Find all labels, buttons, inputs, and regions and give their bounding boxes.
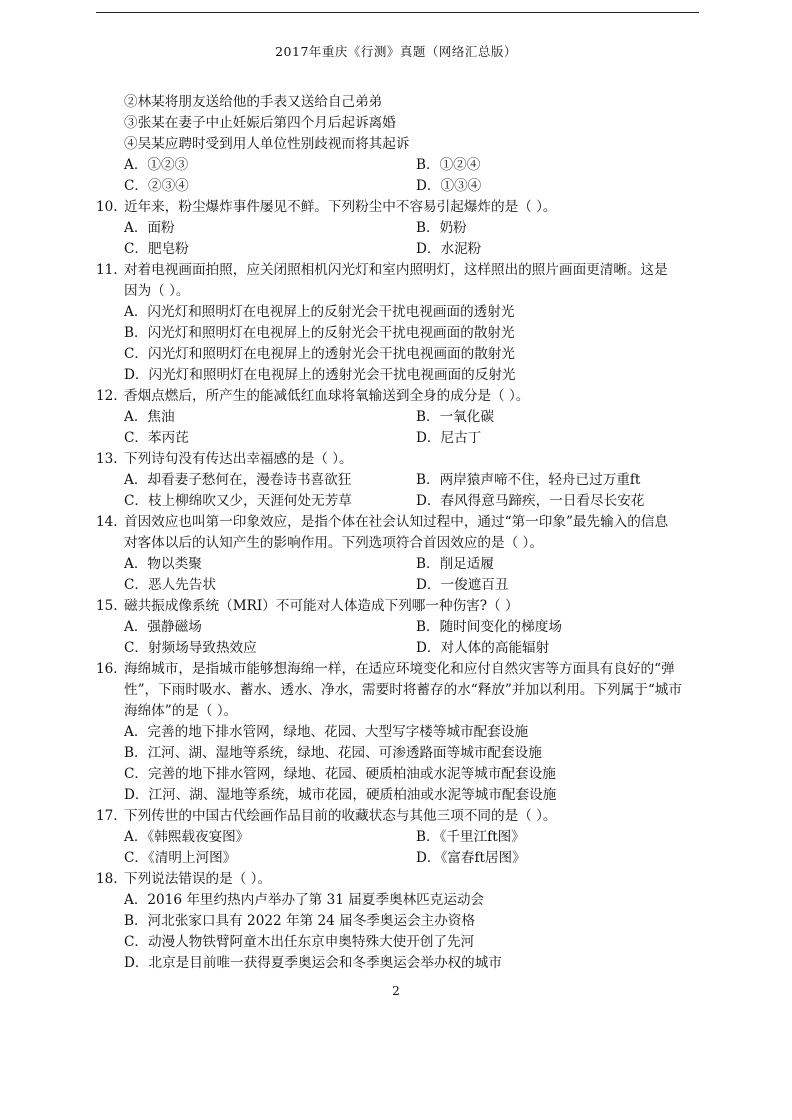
q12-options-row-1 [96,407,706,428]
q13-option-b[interactable]: B．两岸猿声啼不住，轻舟已过万重ft [416,472,641,488]
q9-item-3: ③张某在妻子中止妊娠后第四个月后起诉离婚 [124,115,396,131]
q11-option-a[interactable]: A．闪光灯和照明灯在电视屏上的反射光会干扰电视画面的透射光 [124,304,515,320]
q18-option-d[interactable]: D．北京是目前唯一获得夏季奥运会和冬季奥运会举办权的城市 [124,955,502,971]
q11-option-b[interactable]: B．闪光灯和照明灯在电视屏上的反射光会干扰电视画面的散射光 [124,325,515,341]
q15-option-a[interactable]: A．强静磁场 [124,619,202,635]
q15-stem [96,596,706,617]
question-list [96,92,706,974]
q12-option-c[interactable]: C．苯丙芘 [124,430,189,446]
q13-number: 13. [96,451,118,467]
q11-stem [96,260,706,281]
q15-option-b[interactable]: B．随时间变化的梯度场 [416,619,562,635]
q17-option-c[interactable]: C．《清明上河图》 [124,850,237,866]
q16-text: 海绵城市，是指城市能够想海绵一样，在适应环境变化和应付自然灾害等方面具有良好的“弹 [124,661,675,677]
q11-number: 11. [96,262,118,278]
q11-text-cont: 因为（ ）。 [124,283,190,299]
q18-number: 18. [96,871,118,887]
q12-option-d[interactable]: D．尼古丁 [416,430,482,446]
q12-number: 12. [96,388,118,404]
q9-item-2: ②林某将朋友送给他的手表又送给自己弟弟 [124,94,383,110]
q9-option-a[interactable]: A．①②③ [124,157,189,173]
page-header: 2017年重庆《行测》真题（网络汇总版） [275,44,517,59]
q14-options-row-2 [96,575,706,596]
q17-option-d[interactable]: D．《富春ft居图》 [416,850,526,866]
q9-option-d[interactable]: D．①③④ [416,178,482,194]
q10-text: 近年来，粉尘爆炸事件屡见不鲜。下列粉尘中不容易引起爆炸的是（ ）。 [124,199,557,215]
q15-text: 磁共振成像系统（MRI）不可能对人体造成下列哪一种伤害?（ ） [124,598,519,614]
q17-number: 17. [96,808,118,824]
q17-text: 下列传世的中国古代绘画作品目前的收藏状态与其他三项不同的是（ ）。 [124,808,557,824]
q14-option-d[interactable]: D．一俊遮百丑 [416,577,509,593]
q9-option-b[interactable]: B．①②④ [416,157,481,173]
q15-number: 15. [96,598,118,614]
q9-item-4: ④吴某应聘时受到用人单位性别歧视而将其起诉 [124,136,410,152]
q15-option-d[interactable]: D．对人体的高能辐射 [416,640,550,656]
q10-options-row-2 [96,239,706,260]
q18-stem [96,869,706,890]
q18-text: 下列说法错误的是（ ）。 [124,871,272,887]
q18-option-b[interactable]: B．河北张家口具有 2022 年第 24 届冬季奥运会主办资格 [124,913,476,929]
q14-stem [96,512,706,533]
header-rule [96,12,699,13]
q16-number: 16. [96,661,118,677]
q13-stem [96,449,706,470]
q16-option-d[interactable]: D．江河、湖、湿地等系统，城市花园，硬质柏油或水泥等城市配套设施 [124,787,557,803]
q17-option-a[interactable]: A．《韩熙载夜宴图》 [124,829,250,845]
page-number: 2 [392,984,400,998]
q14-option-b[interactable]: B．削足适履 [416,556,494,572]
q10-stem [96,197,706,218]
q14-option-a[interactable]: A．物以类聚 [124,556,202,572]
q10-option-c[interactable]: C．肥皂粉 [124,241,189,257]
q18-option-c[interactable]: C．动漫人物铁臂阿童木出任东京申奥特殊大使开创了先河 [124,934,475,950]
q10-options-row-1 [96,218,706,239]
q11-option-d[interactable]: D．闪光灯和照明灯在电视屏上的透射光会干扰电视画面的反射光 [124,367,516,383]
q13-option-c[interactable]: C．枝上柳绵吹又少，天涯何处无芳草 [124,493,352,509]
q17-option-b[interactable]: B．《千里江ft图》 [416,829,525,845]
q18-option-a[interactable]: A．2016 年里约热内卢举办了第 31 届夏季奥林匹克运动会 [124,892,485,908]
q12-options-row-2 [96,428,706,449]
q12-option-b[interactable]: B．一氧化碳 [416,409,494,425]
q16-option-c[interactable]: C．完善的地下排水管网，绿地、花园、硬质柏油或水泥等城市配套设施 [124,766,556,782]
q13-option-d[interactable]: D．春风得意马蹄疾，一日看尽长安花 [416,493,645,509]
q10-option-d[interactable]: D．水泥粉 [416,241,482,257]
q14-text-cont: 对客体以后的认知产生的影响作用。下列选项符合首因效应的是（ ）。 [124,535,543,551]
q12-stem [96,386,706,407]
q14-number: 14. [96,514,118,530]
q16-text-cont-1: 性”，下雨时吸水、蓄水、透水、净水，需要时将蓄存的水“释放”并加以利用。下列属于“城市 [124,682,682,698]
q14-option-c[interactable]: C．恶人先告状 [124,577,216,593]
q13-option-a[interactable]: A．却看妻子愁何在，漫卷诗书喜欲狂 [124,472,352,488]
q15-option-c[interactable]: C．射频场导致热效应 [124,640,257,656]
q14-options-row-1 [96,554,706,575]
q12-text: 香烟点燃后，所产生的能减低红血球将氧输送到全身的成分是（ ）。 [124,388,530,404]
q15-options-row-1 [96,617,706,638]
q17-options-row-1 [96,827,706,848]
q9-options-row-2 [96,176,706,197]
q16-text-cont-2: 海绵体”的是（ ）。 [124,703,238,719]
q17-options-row-2 [96,848,706,869]
q13-options-row-1 [96,470,706,491]
q10-option-b[interactable]: B．奶粉 [416,220,467,236]
q16-option-a[interactable]: A．完善的地下排水管网，绿地、花园、大型写字楼等城市配套设施 [124,724,529,740]
q17-stem [96,806,706,827]
q10-option-a[interactable]: A．面粉 [124,220,175,236]
q10-number: 10. [96,199,118,215]
q16-option-b[interactable]: B．江河、湖、湿地等系统，绿地、花园、可渗透路面等城市配套设施 [124,745,542,761]
q11-text: 对着电视画面拍照，应关闭照相机闪光灯和室内照明灯，这样照出的照片画面更清晰。这是 [124,262,668,278]
q9-option-c[interactable]: C．②③④ [124,178,189,194]
q11-option-c[interactable]: C．闪光灯和照明灯在电视屏上的透射光会干扰电视画面的散射光 [124,346,516,362]
q13-options-row-2 [96,491,706,512]
q16-stem [96,659,706,680]
q15-options-row-2 [96,638,706,659]
q12-option-a[interactable]: A．焦油 [124,409,175,425]
q14-text: 首因效应也叫第一印象效应，是指个体在社会认知过程中，通过“第一印象”最先输入的信息 [124,514,669,530]
q9-options-row-1 [96,155,706,176]
q13-text: 下列诗句没有传达出幸福感的是（ ）。 [124,451,353,467]
